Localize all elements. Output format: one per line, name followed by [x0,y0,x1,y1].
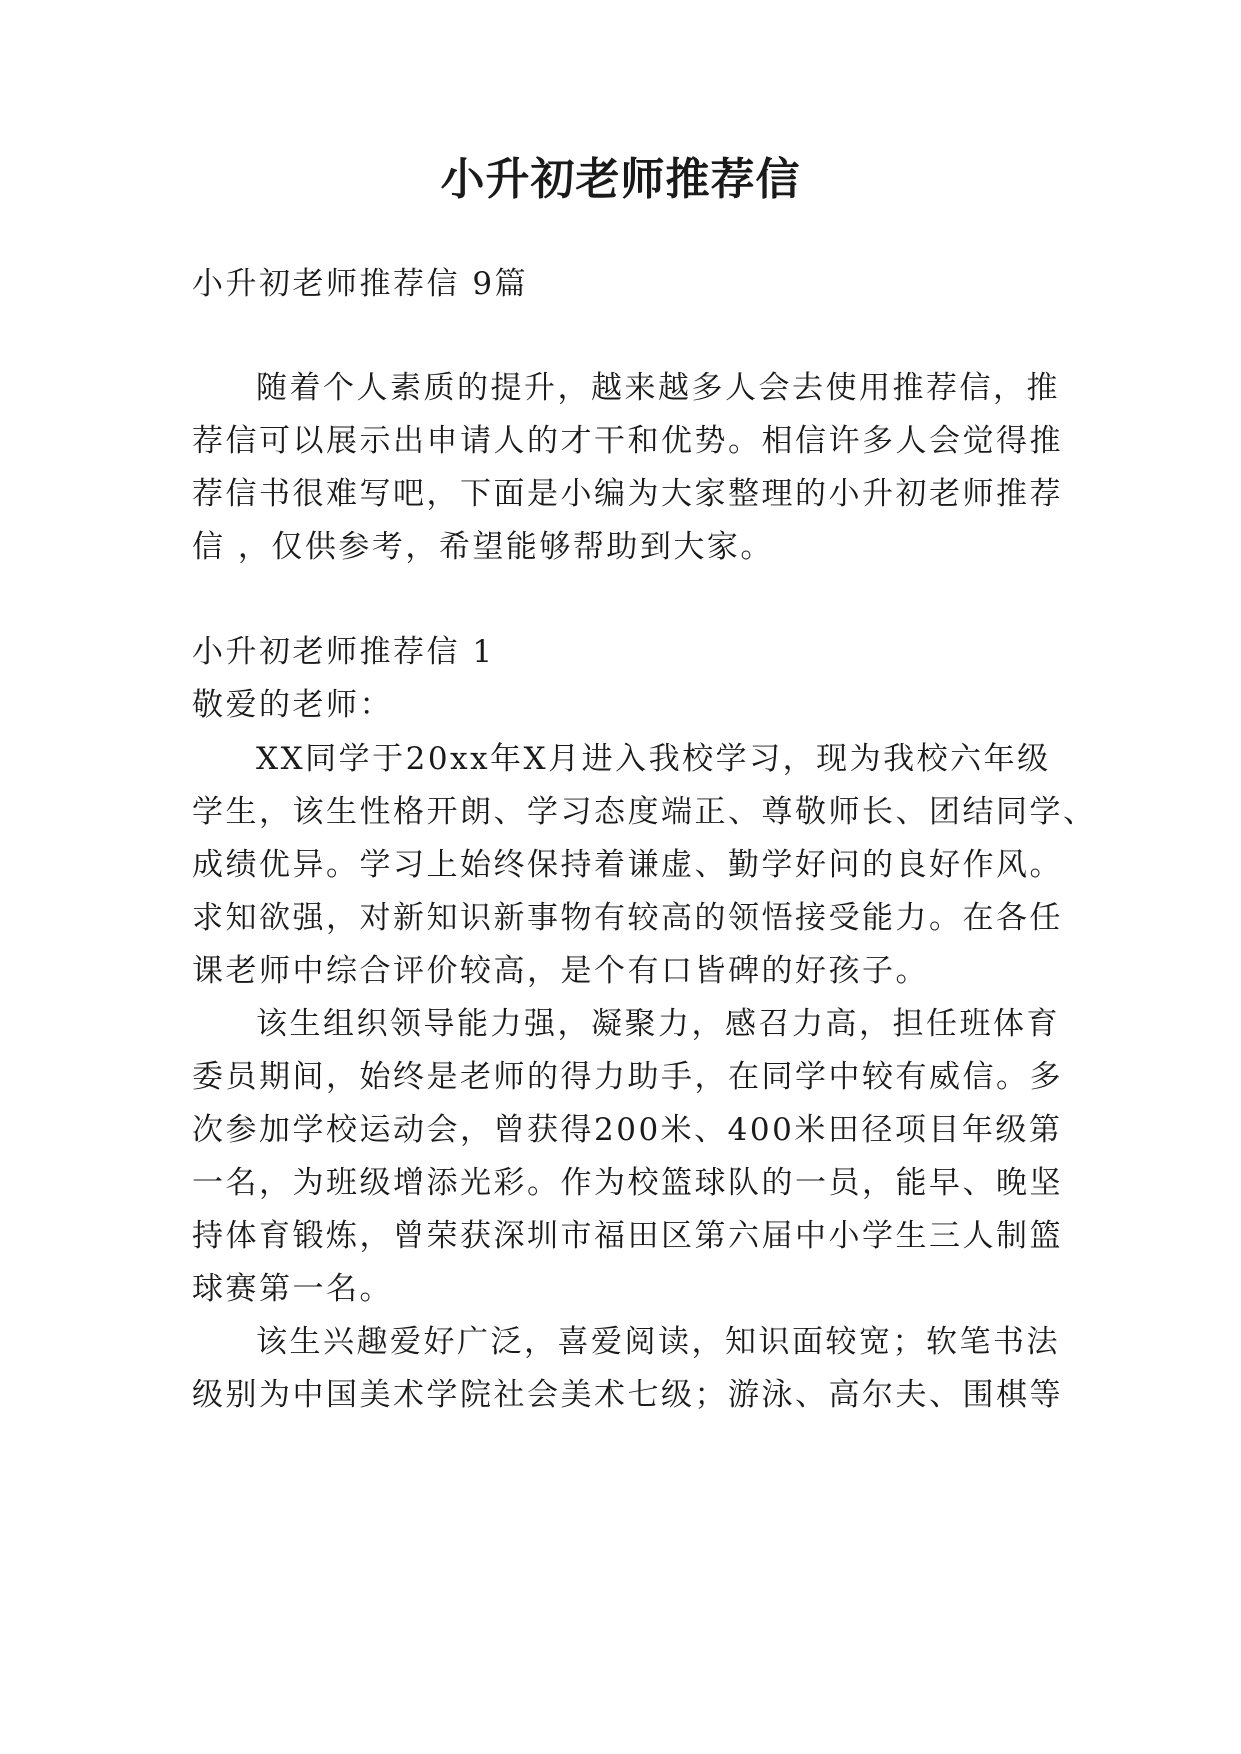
document-title: 小升初老师推荐信 [440,154,801,205]
document-subtitle: 小升初老师推荐信 9篇 [192,266,529,302]
paragraph-line: 级别为中国美术学院社会美术七级；游泳、高尔夫、围棋等 [192,1377,1063,1413]
paragraph-line: 课老师中综合评价较高，是个有口皆碑的好孩子。 [192,953,929,989]
paragraph-line: 次参加学校运动会，曾获得200米、400米田径项目年级第 [192,1112,1063,1148]
intro-line: 随着个人素质的提升，越来越多人会去使用推荐信，推 [256,370,1060,406]
paragraph-line: 委员期间，始终是老师的得力助手，在同学中较有威信。多 [192,1059,1063,1095]
paragraph-line: 求知欲强，对新知识新事物有较高的领悟接受能力。在各任 [192,900,1063,936]
paragraph-line: 球赛第一名。 [192,1271,393,1307]
paragraph-line: 成绩优异。学习上始终保持着谦虚、勤学好问的良好作风。 [192,847,1063,883]
salutation: 敬爱的老师： [192,687,393,723]
intro-line: 荐信书很难写吧，下面是小编为大家整理的小升初老师推荐 [192,476,1063,512]
paragraph-line: 该生组织领导能力强，凝聚力，感召力高，担任班体育 [256,1006,1060,1042]
intro-line: 信 ，仅供参考，希望能够帮助到大家。 [192,529,774,565]
section-heading: 小升初老师推荐信 1 [192,634,495,670]
intro-line: 荐信可以展示出申请人的才干和优势。相信许多人会觉得推 [192,423,1063,459]
paragraph-line: 一名，为班级增添光彩。作为校篮球队的一员，能早、晚坚 [192,1165,1063,1201]
paragraph-line: 持体育锻炼，曾荣获深圳市福田区第六届中小学生三人制篮 [192,1218,1063,1254]
paragraph-line: 学生，该生性格开朗、学习态度端正、尊敬师长、团结同学、 [192,794,1097,830]
paragraph-line: XX同学于20xx年X月进入我校学习，现为我校六年级 [256,741,1051,777]
paragraph-line: 该生兴趣爱好广泛，喜爱阅读，知识面较宽；软笔书法 [256,1324,1060,1360]
